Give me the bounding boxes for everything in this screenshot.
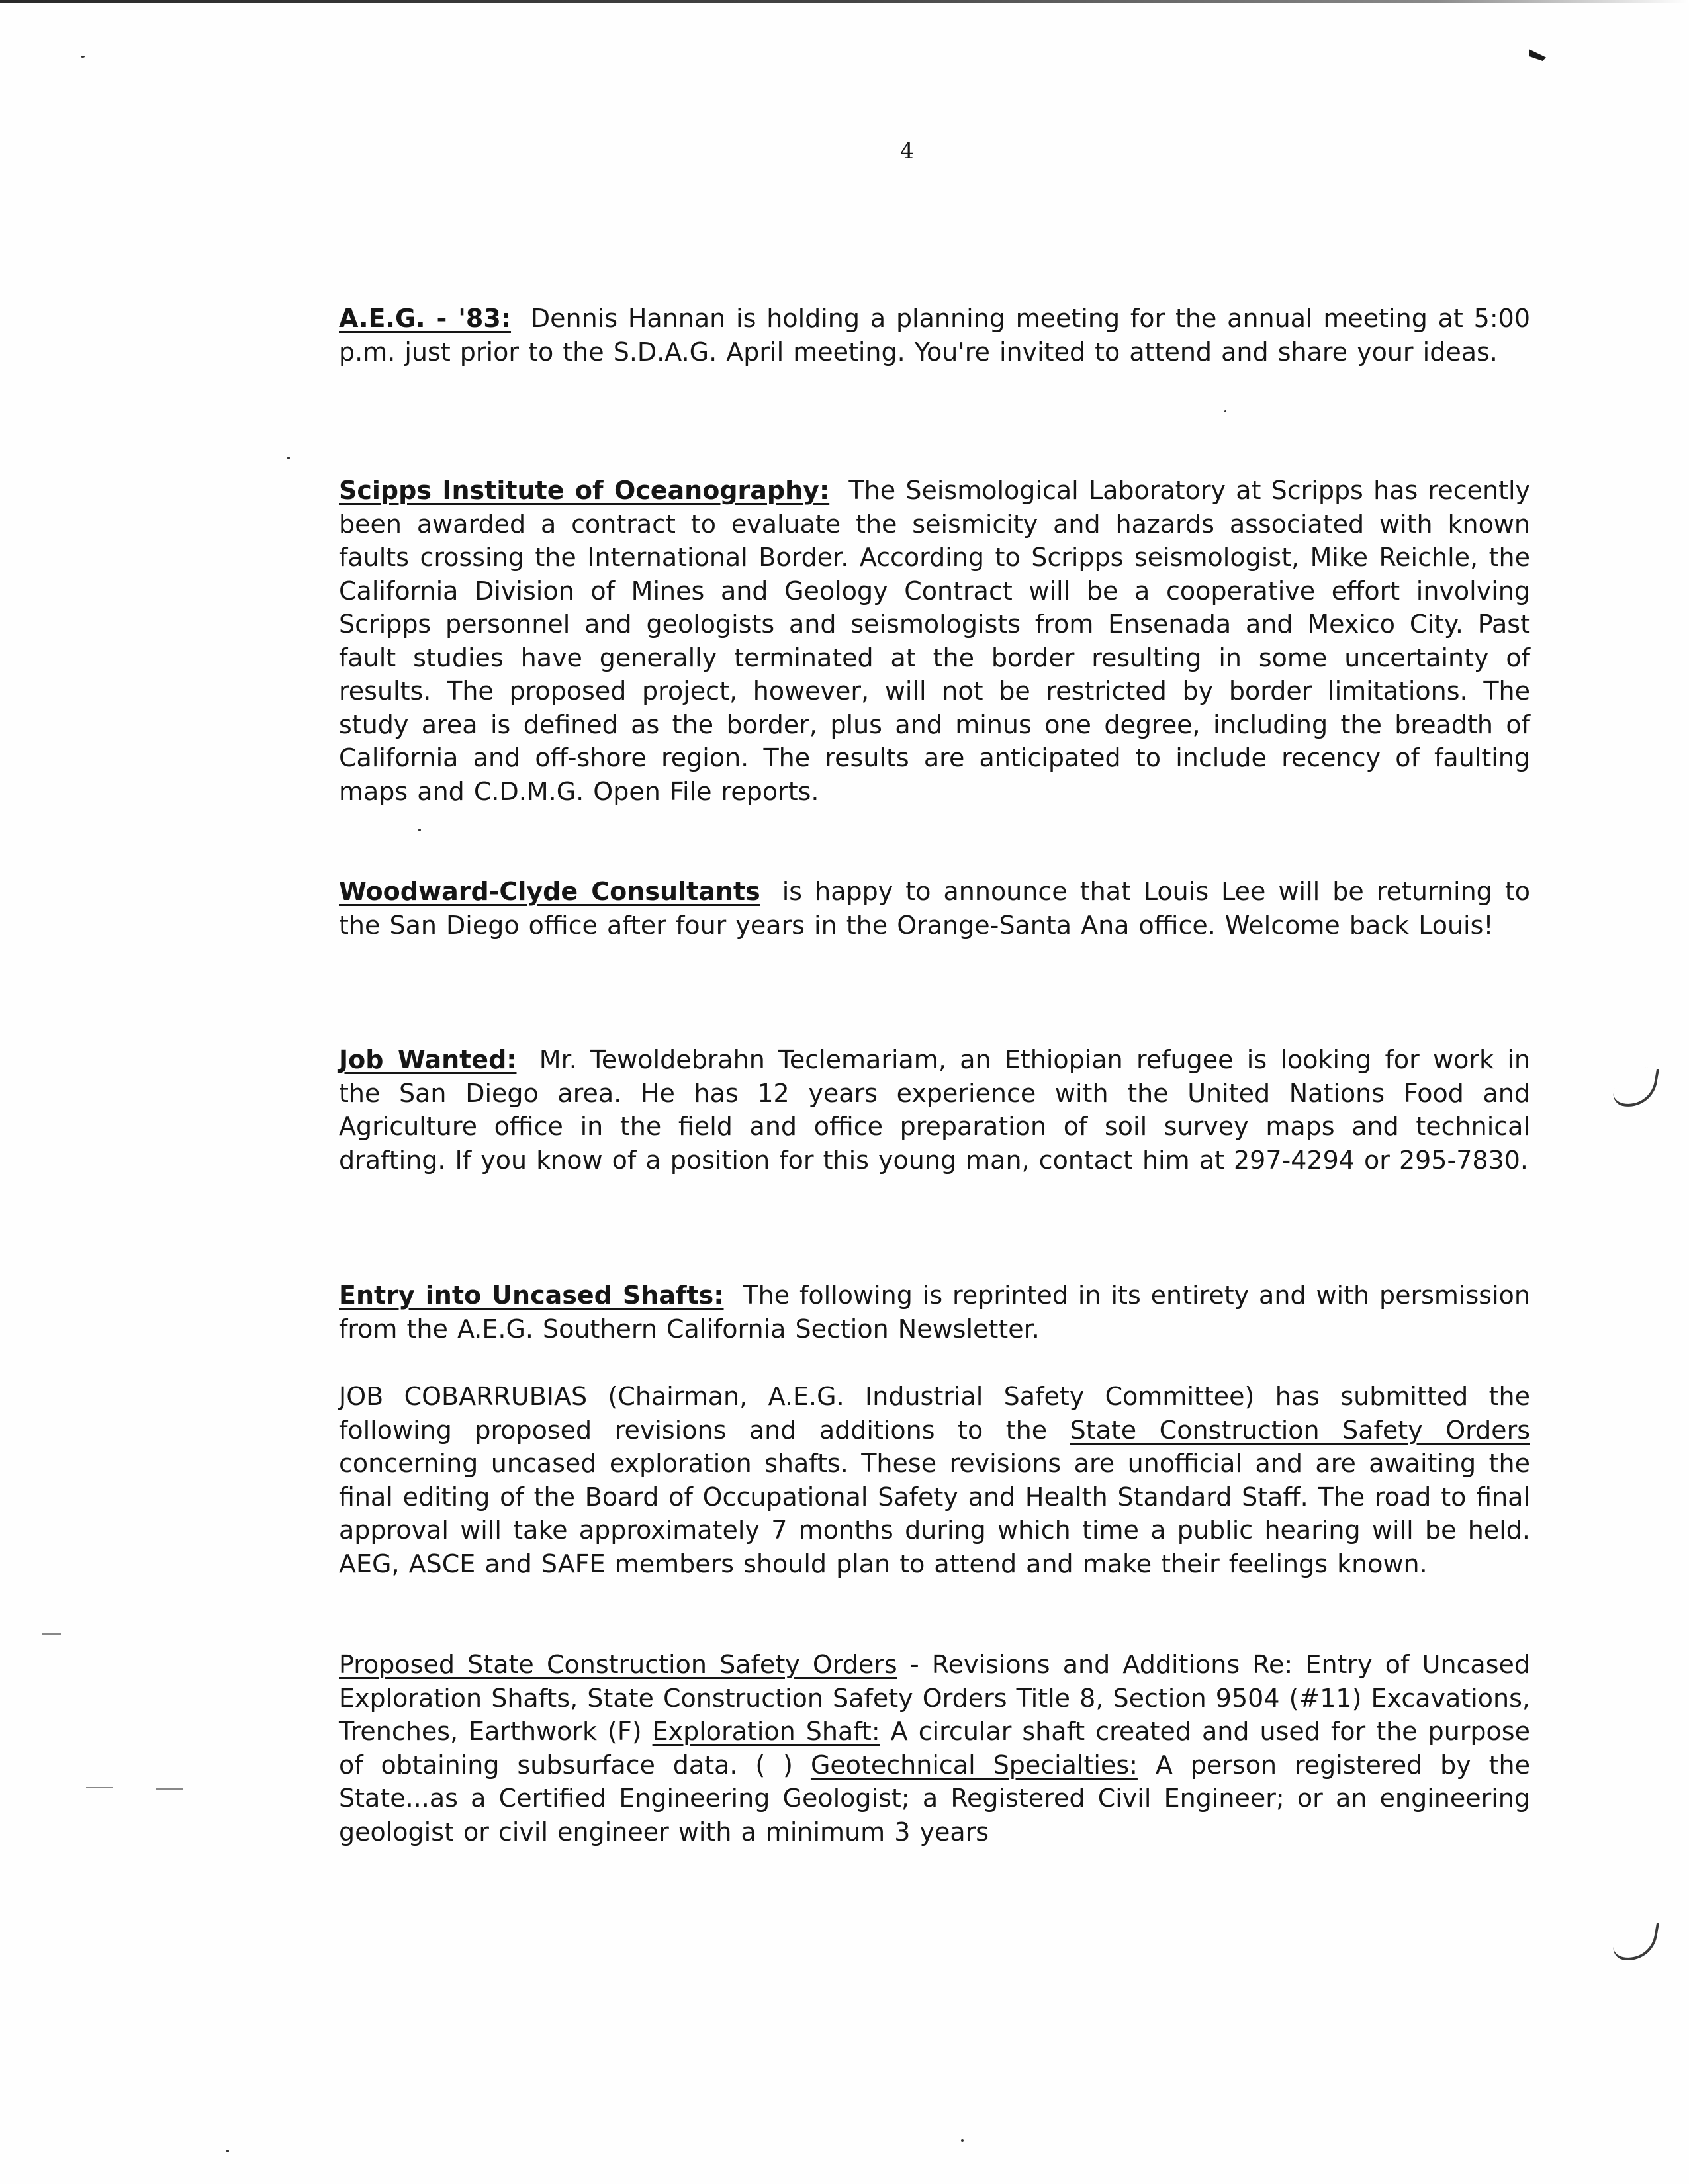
- section-aeg-text: Dennis Hannan is holding a planning meeting for the annual meeting at 5:00 p.m. just prior to the S.D.A.G. April meeting. You're invited to attend and share your ideas.: [339, 304, 1530, 367]
- section-entry-heading: Entry into Uncased Shafts:: [339, 1281, 724, 1310]
- section-proposed: [339, 1648, 1530, 1848]
- scan-top-edge: [0, 0, 1689, 3]
- binder-hole-lower: [1612, 1916, 1659, 1965]
- scan-speck: [961, 2139, 964, 2142]
- section-woodward-text: is happy to announce that Louis Lee will be returning to the San Diego office after four years in the Orange-Santa Ana office. Welcome back Louis!: [339, 877, 1530, 940]
- scan-speck: [418, 829, 421, 831]
- scan-speck: [287, 457, 290, 459]
- scan-speck: [1224, 410, 1226, 412]
- section-woodward: [339, 875, 1530, 942]
- section-proposed-term-exploration-shaft: Exploration Shaft:: [652, 1717, 880, 1746]
- section-proposed-heading: Proposed State Construction Safety Orders: [339, 1650, 897, 1679]
- section-woodward-heading: Woodward-Clyde Consultants: [339, 877, 760, 906]
- section-cobarrubias: [339, 1380, 1530, 1580]
- section-proposed-text-3: A person registered by the State...as a Certified Engineering Geologist; a Registered Civil Engineer; or an engineering geologist or civil engineer with a minimum 3 years: [339, 1750, 1531, 1846]
- section-cobarrubias-text-after: concerning uncased exploration shafts. These revisions are unofficial and are awaiting the final editing of the Board of Occupational Safety and Health Standard Staff. The road to final approval will take approximately 7 months during which time a public hearing will be held. AEG, ASCE and SAFE members should plan to attend and make their feelings known.: [339, 1449, 1530, 1578]
- section-scripps: [339, 474, 1530, 808]
- binder-hole-upper: [1612, 1062, 1659, 1111]
- page-number: 4: [900, 138, 914, 163]
- section-job-wanted: [339, 1043, 1530, 1177]
- scan-edge-mark: [86, 1787, 113, 1788]
- section-aeg-heading: A.E.G. - '83:: [339, 304, 512, 333]
- section-proposed-term-geotechnical-specialties: Geotechnical Specialties:: [810, 1750, 1138, 1780]
- scan-edge-mark: [42, 1633, 61, 1635]
- section-aeg: [339, 302, 1530, 369]
- scan-speck: [226, 2150, 229, 2152]
- scan-speck: [81, 56, 85, 58]
- section-scripps-heading: Scipps Institute of Oceanography:: [339, 476, 830, 505]
- section-job-wanted-text: Mr. Tewoldebrahn Teclemariam, an Ethiopian refugee is looking for work in the San Diego area. He has 12 years experience with the United Nations Food and Agriculture office in the field and office preparation of soil survey maps and technical drafting. If you know of a position for this young man, contact him at 297-4294 or 295-7830.: [339, 1045, 1530, 1175]
- section-scripps-text: The Seismological Laboratory at Scripps has recently been awarded a contract to evaluate the seismicity and hazards associated with known faults crossing the International Border. According to Scripps seismologist, Mike Reichle, the California Division of Mines and Geology Contract will be a cooperative effort involving Scripps personnel and geologists and seismologists from Ensenada and Mexico City. Past fault studies have generally terminated at the border resulting in some uncertainty of results. The proposed project, however, will not be restricted by border limitations. The study area is defined as the border, plus and minus one degree, including the breadth of California and off-shore region. The results are anticipated to include recency of faulting maps and C.D.M.G. Open File reports.: [339, 476, 1530, 806]
- section-cobarrubias-underlined: State Construction Safety Orders: [1070, 1415, 1530, 1445]
- section-job-wanted-heading: Job Wanted:: [339, 1045, 517, 1074]
- section-cobarrubias-text-before: JOB COBARRUBIAS (Chairman, A.E.G. Industrial Safety Committee) has submitted the following proposed revisions and additions to the: [339, 1382, 1530, 1445]
- section-entry-text: The following is reprinted in its entirety and with persmission from the A.E.G. Southern California Section Newsletter.: [339, 1281, 1530, 1343]
- section-proposed-text-2: A circular shaft created and used for the purpose of obtaining subsurface data. ( ): [339, 1717, 1530, 1780]
- section-proposed-text-1: - Revisions and Additions Re: Entry of Uncased Exploration Shafts, State Construction Safety Orders Title 8, Section 9504 (#11) Excavations, Trenches, Earthwork (F): [339, 1650, 1530, 1746]
- scan-corner-mark: [1529, 49, 1546, 61]
- section-entry: [339, 1279, 1530, 1345]
- scan-edge-mark: [156, 1788, 183, 1790]
